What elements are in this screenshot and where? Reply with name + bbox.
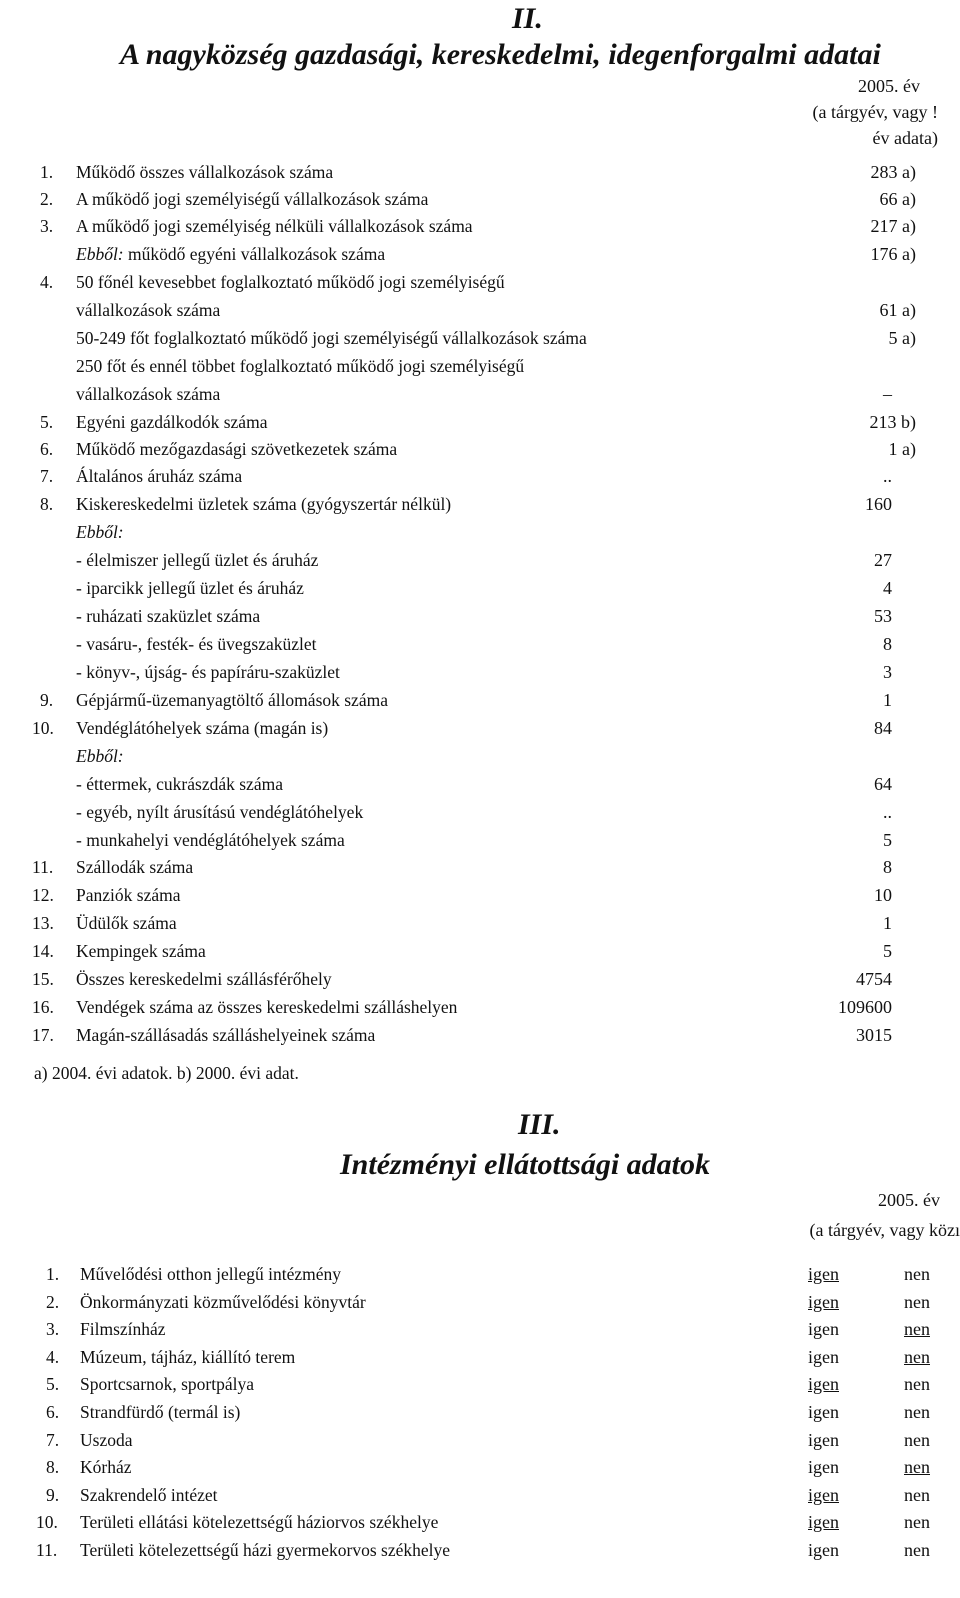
- answer-no: nen: [904, 1374, 930, 1395]
- row-text: Vendéglátóhelyek száma (magán is): [76, 718, 329, 738]
- answer-no: nen: [904, 1484, 930, 1505]
- row-value: ..: [883, 466, 892, 486]
- row-value: 4754: [856, 969, 892, 989]
- row-value: 213 b): [869, 412, 916, 432]
- row-text: vállalkozások száma: [76, 300, 221, 320]
- row-value: 3015: [856, 1025, 892, 1045]
- institution-label: Múzeum, tájház, kiállító terem: [80, 1346, 296, 1367]
- row-number: 14.: [32, 941, 54, 961]
- row-text: Kiskereskedelmi üzletek száma (gyógyszertár nélkül): [76, 494, 452, 514]
- row-text: - egyéb, nyílt árusítású vendéglátóhelyek: [76, 802, 364, 822]
- row-number: 5.: [40, 412, 54, 432]
- table-row-label: [76, 774, 283, 795]
- row-number: 12.: [32, 885, 54, 905]
- table-row-label: [76, 162, 333, 183]
- row-value: 176 a): [870, 244, 916, 264]
- row-number: 7.: [40, 466, 54, 486]
- row-text: - iparcikk jellegű üzlet és áruház: [76, 578, 304, 598]
- row-text: Gépjármű-üzemanyagtöltő állomások száma: [76, 690, 388, 710]
- table-row-label: [76, 857, 193, 878]
- row-number: 8.: [46, 1457, 60, 1478]
- row-text: Üdülők száma: [76, 913, 177, 933]
- section2-title: A nagyközség gazdasági, kereskedelmi, idegenforgalmi adatai: [120, 38, 881, 71]
- institution-label: Művelődési otthon jellegű intézmény: [80, 1264, 341, 1284]
- row-number: 4.: [46, 1346, 60, 1367]
- row-text: - élelmiszer jellegű üzlet és áruház: [76, 550, 319, 570]
- row-value: 8: [883, 634, 892, 654]
- answer-no: nen: [904, 1512, 930, 1533]
- row-value: 283 a): [870, 162, 916, 182]
- answer-yes: igen: [808, 1512, 839, 1533]
- row-value: 160: [865, 494, 892, 514]
- institution-label: Uszoda: [80, 1429, 133, 1450]
- row-value: 5 a): [888, 328, 916, 348]
- row-text: működő egyéni vállalkozások száma: [123, 244, 386, 264]
- table-row-label: [76, 578, 304, 599]
- row-text: Magán-szállásadás szálláshelyeinek száma: [76, 1025, 376, 1045]
- row-text: Egyéni gazdálkodók száma: [76, 412, 268, 432]
- row-value: 10: [874, 885, 892, 905]
- institution-label: Filmszínház: [80, 1319, 166, 1340]
- table-row-label: [76, 830, 345, 851]
- row-number: 1.: [46, 1264, 60, 1284]
- answer-no: nen: [904, 1346, 930, 1367]
- row-text: - vasáru-, festék- és üvegszaküzlet: [76, 634, 317, 654]
- row-text: 250 főt és ennél többet foglalkoztató működő jogi személyiségű: [76, 356, 525, 376]
- answer-no: nen: [904, 1291, 930, 1312]
- table-row-label: [76, 244, 385, 265]
- table-row-label: [76, 997, 457, 1018]
- row-number: 4.: [40, 272, 54, 292]
- answer-no: nen: [904, 1319, 930, 1340]
- row-text: A működő jogi személyiség nélküli vállalkozások száma: [76, 216, 473, 236]
- row-number: 2.: [40, 189, 54, 209]
- section2-header-line2: (a tárgyév, vagy !: [812, 102, 938, 122]
- row-value: 1: [883, 690, 892, 710]
- row-text: 50 főnél kevesebbet foglalkoztató működő jogi személyiségű: [76, 272, 505, 292]
- table-row-label: [76, 300, 220, 321]
- answer-yes: igen: [808, 1457, 839, 1478]
- section3-number: III.: [518, 1108, 561, 1141]
- table-row-label: [76, 439, 397, 460]
- institution-label: Sportcsarnok, sportpálya: [80, 1374, 254, 1395]
- table-row-label: [76, 272, 505, 293]
- answer-no: nen: [904, 1540, 930, 1560]
- table-row-label: [76, 662, 340, 683]
- answer-no: nen: [904, 1457, 930, 1478]
- table-row-label: [76, 606, 260, 627]
- row-text: Összes kereskedelmi szállásférőhely: [76, 969, 332, 989]
- table-row-label: [76, 885, 180, 906]
- answer-yes: igen: [808, 1374, 839, 1395]
- table-row-label: [76, 1025, 375, 1046]
- row-number: 13.: [32, 913, 54, 933]
- row-text: Panziók száma: [76, 885, 181, 905]
- ebbol-prefix: Ebből:: [76, 244, 124, 264]
- answer-yes: igen: [808, 1540, 839, 1560]
- answer-yes: igen: [808, 1346, 839, 1367]
- institution-label: Kórház: [80, 1457, 132, 1478]
- row-number: 11.: [32, 857, 54, 877]
- row-number: 3.: [46, 1319, 60, 1340]
- row-value: 1 a): [888, 439, 916, 459]
- row-number: 1.: [40, 162, 54, 182]
- row-text: Működő összes vállalkozások száma: [76, 162, 334, 182]
- row-number: 9.: [40, 690, 54, 710]
- institution-label: Szakrendelő intézet: [80, 1484, 218, 1505]
- row-value: –: [883, 384, 892, 404]
- answer-yes: igen: [808, 1429, 839, 1450]
- row-value: 4: [883, 578, 892, 598]
- row-value: 27: [874, 550, 892, 570]
- table-row-label: [76, 522, 124, 543]
- ebbol-prefix: Ebből:: [76, 522, 124, 542]
- row-text: Általános áruház száma: [76, 466, 243, 486]
- row-text: Vendégek száma az összes kereskedelmi szálláshelyen: [76, 997, 458, 1017]
- answer-yes: igen: [808, 1264, 839, 1284]
- table-row-label: [76, 384, 220, 405]
- row-number: 16.: [32, 997, 54, 1017]
- row-value: 1: [883, 913, 892, 933]
- row-number: 8.: [40, 494, 54, 514]
- row-value: 84: [874, 718, 892, 738]
- row-text: Szállodák száma: [76, 857, 194, 877]
- table-row-label: [76, 969, 332, 990]
- row-number: 15.: [32, 969, 54, 989]
- row-value: 53: [874, 606, 892, 626]
- row-number: 10.: [32, 718, 54, 738]
- table-row-label: [76, 690, 388, 711]
- section2-number: II.: [512, 2, 543, 35]
- answer-yes: igen: [808, 1291, 839, 1312]
- answer-no: nen: [904, 1402, 930, 1422]
- row-number: 3.: [40, 216, 54, 236]
- section3-header-line1: 2005. év: [878, 1190, 940, 1210]
- table-row-label: [76, 746, 124, 767]
- table-row-label: [76, 412, 267, 433]
- row-text: - munkahelyi vendéglátóhelyek száma: [76, 830, 345, 850]
- institution-label: Területi kötelezettségű házi gyermekorvos székhelye: [80, 1540, 451, 1560]
- row-number: 9.: [46, 1484, 60, 1505]
- row-number: 6.: [40, 439, 54, 459]
- row-value: 3: [883, 662, 892, 682]
- row-number: 2.: [46, 1291, 60, 1312]
- ebbol-prefix: Ebből:: [76, 746, 124, 766]
- table-row-label: [76, 802, 363, 823]
- answer-yes: igen: [808, 1484, 839, 1505]
- table-row-label: [76, 634, 317, 655]
- row-number: 7.: [46, 1429, 60, 1450]
- answer-no: nen: [904, 1264, 930, 1284]
- table-row-label: [76, 216, 473, 237]
- table-row-label: [76, 718, 328, 739]
- row-value: 66 a): [879, 189, 916, 209]
- row-text: 50-249 főt foglalkoztató működő jogi személyiségű vállalkozások száma: [76, 328, 587, 348]
- row-value: 61 a): [879, 300, 916, 320]
- row-text: Kempingek száma: [76, 941, 206, 961]
- section3-header-line2: (a tárgyév, vagy közı: [809, 1220, 960, 1240]
- row-number: 6.: [46, 1402, 60, 1422]
- table-row-label: [76, 466, 242, 487]
- answer-no: nen: [904, 1429, 930, 1450]
- answer-yes: igen: [808, 1319, 839, 1340]
- row-value: 5: [883, 830, 892, 850]
- institution-label: Területi ellátási kötelezettségű háziorvos székhelye: [80, 1512, 439, 1533]
- table-row-label: [76, 328, 587, 349]
- row-value: 217 a): [870, 216, 916, 236]
- table-row-label: [76, 494, 451, 515]
- row-value: 8: [883, 857, 892, 877]
- table-row-label: [76, 913, 177, 934]
- row-number: 5.: [46, 1374, 60, 1395]
- table-row-label: [76, 941, 206, 962]
- row-text: A működő jogi személyiségű vállalkozások száma: [76, 189, 429, 209]
- row-text: - ruházati szaküzlet száma: [76, 606, 261, 626]
- row-text: - éttermek, cukrászdák száma: [76, 774, 283, 794]
- table-row-label: [76, 356, 524, 377]
- answer-yes: igen: [808, 1402, 839, 1422]
- row-number: 10.: [36, 1512, 58, 1533]
- row-value: ..: [883, 802, 892, 822]
- row-value: 5: [883, 941, 892, 961]
- institution-label: Önkormányzati közművelődési könyvtár: [80, 1291, 366, 1312]
- section2-footnote: a) 2004. évi adatok. b) 2000. évi adat.: [34, 1063, 299, 1083]
- row-text: - könyv-, újság- és papíráru-szaküzlet: [76, 662, 340, 682]
- row-value: 64: [874, 774, 892, 794]
- row-value: 109600: [838, 997, 892, 1017]
- section3-title: Intézményi ellátottsági adatok: [340, 1148, 711, 1181]
- row-text: vállalkozások száma: [76, 384, 221, 404]
- institution-label: Strandfürdő (termál is): [80, 1402, 241, 1422]
- row-text: Működő mezőgazdasági szövetkezetek száma: [76, 439, 398, 459]
- row-number: 17.: [32, 1025, 54, 1045]
- section2-header-line3: év adata): [872, 128, 938, 148]
- table-row-label: [76, 550, 318, 571]
- section2-header-line1: 2005. év: [858, 76, 920, 96]
- table-row-label: [76, 189, 428, 210]
- row-number: 11.: [36, 1540, 58, 1560]
